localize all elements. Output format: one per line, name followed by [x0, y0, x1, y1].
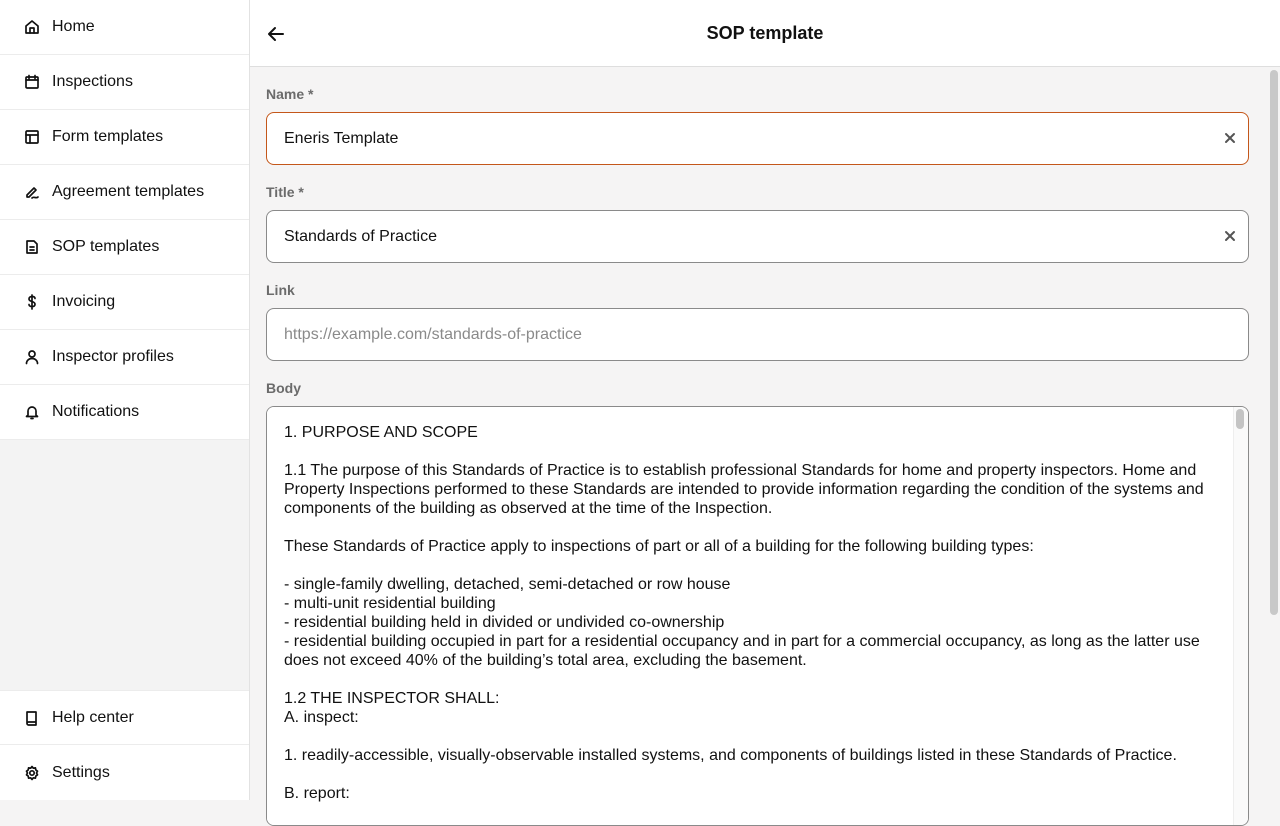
- sidebar-item-home[interactable]: [0, 0, 249, 55]
- title-input[interactable]: [267, 228, 1150, 246]
- page-scrollbar[interactable]: [1270, 70, 1278, 615]
- gear-icon: [24, 765, 40, 781]
- sidebar-item-inspector-profiles[interactable]: [0, 330, 249, 385]
- document-icon: [24, 239, 40, 255]
- sidebar-item-sop-templates[interactable]: [0, 220, 249, 275]
- sidebar: [0, 0, 250, 800]
- sidebar-nav: [0, 0, 249, 440]
- sidebar-item-label: Settings: [52, 763, 110, 781]
- sidebar-item-label: Inspector profiles: [52, 348, 174, 365]
- sidebar-item-label: Notifications: [52, 403, 140, 420]
- home-icon: [24, 19, 40, 35]
- sidebar-item-settings[interactable]: [0, 745, 249, 800]
- body-scrollbar-track[interactable]: [1233, 407, 1248, 825]
- signature-icon: [24, 184, 40, 200]
- name-input[interactable]: [267, 130, 1150, 148]
- sidebar-item-agreement-templates[interactable]: [0, 165, 249, 220]
- name-label: Name *: [266, 86, 314, 102]
- body-field: [266, 406, 1249, 826]
- link-field: [266, 308, 1249, 361]
- page-header: [250, 0, 1280, 67]
- clear-name-icon[interactable]: [1222, 130, 1238, 146]
- sidebar-item-invoicing[interactable]: [0, 275, 249, 330]
- link-input[interactable]: [267, 326, 1150, 344]
- sidebar-item-label: Inspections: [52, 73, 133, 90]
- sidebar-item-form-templates[interactable]: [0, 110, 249, 165]
- sidebar-item-label: Home: [52, 18, 95, 35]
- clear-title-icon[interactable]: [1222, 228, 1238, 244]
- page-title: SOP template: [706, 22, 824, 43]
- sop-form: [266, 67, 1249, 826]
- layout-icon: [24, 129, 40, 145]
- calendar-icon: [24, 74, 40, 90]
- bell-icon: [24, 404, 40, 420]
- sidebar-bottom: [0, 690, 249, 800]
- title-label: Title *: [266, 184, 304, 200]
- sidebar-item-label: Agreement templates: [52, 183, 205, 200]
- sidebar-item-inspections[interactable]: [0, 55, 249, 110]
- user-icon: [24, 349, 40, 365]
- body-scrollbar-thumb[interactable]: [1236, 409, 1244, 429]
- dollar-icon: [24, 294, 40, 310]
- book-icon: [24, 710, 40, 726]
- sidebar-item-label: SOP templates: [52, 238, 160, 255]
- name-field: [266, 112, 1249, 165]
- title-field: [266, 210, 1249, 263]
- sidebar-item-help-center[interactable]: [0, 690, 249, 745]
- sidebar-item-notifications[interactable]: [0, 385, 249, 440]
- sidebar-item-label: Form templates: [52, 128, 164, 145]
- link-label: Link: [266, 282, 295, 298]
- body-textarea[interactable]: [267, 407, 1217, 826]
- sidebar-item-label: Invoicing: [52, 293, 116, 310]
- sidebar-item-label: Help center: [52, 708, 134, 726]
- back-arrow-icon[interactable]: [264, 22, 288, 46]
- body-label: Body: [266, 380, 301, 396]
